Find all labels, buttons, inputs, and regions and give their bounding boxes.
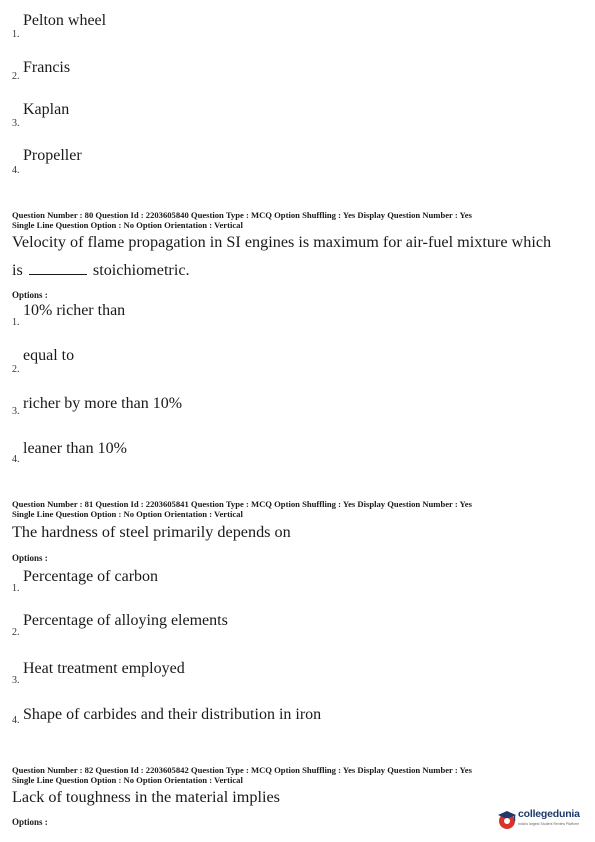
- option-text: Heat treatment employed: [23, 660, 185, 677]
- logo-tagline: India's largest Student Review Platform: [518, 822, 579, 826]
- option-text: 10% richer than: [23, 302, 126, 319]
- option-number: 2.: [12, 627, 20, 638]
- option-number: 1.: [12, 317, 20, 328]
- option-number: 1.: [12, 583, 20, 594]
- option-number: 3.: [12, 675, 20, 686]
- question-meta-line: Question Number : 81 Question Id : 2203605841 Question Type : MCQ Option Shuffling : Yes Display Question Number : Yes: [12, 499, 472, 509]
- logo-wordmark: collegedunia: [518, 808, 580, 820]
- option-text: Percentage of alloying elements: [23, 612, 228, 629]
- question-meta-line: Single Line Question Option : No Option Orientation : Vertical: [12, 774, 243, 785]
- question-meta: [12, 211, 572, 230]
- option-number: 2.: [12, 71, 20, 82]
- question-meta-line: Single Line Question Option : No Option Orientation : Vertical: [12, 219, 243, 230]
- option-number: 3.: [12, 118, 20, 129]
- options-label: Options :: [12, 553, 48, 563]
- option-text: equal to: [23, 347, 75, 364]
- question-text: Lack of toughness in the material implies: [12, 788, 280, 806]
- options-label: Options :: [12, 290, 48, 300]
- option-text: Kaplan: [23, 101, 70, 118]
- graduation-cap-icon: [497, 808, 517, 830]
- option-number: 1.: [12, 29, 20, 40]
- fill-blank: [29, 262, 87, 275]
- option-text: Percentage of carbon: [23, 568, 159, 585]
- question-text-fragment: stoichiometric.: [92, 261, 190, 279]
- option-number: 2.: [12, 364, 20, 375]
- option-text: richer by more than 10%: [23, 395, 183, 412]
- options-label: Options :: [12, 817, 48, 827]
- question-text: Velocity of flame propagation in SI engines is maximum for air-fuel mixture which: [12, 233, 552, 251]
- question-text-line2: [12, 261, 190, 280]
- option-text: leaner than 10%: [23, 440, 127, 457]
- question-text: The hardness of steel primarily depends on: [12, 523, 291, 541]
- option-text: Shape of carbides and their distribution in iron: [23, 706, 322, 723]
- option-text: Propeller: [23, 147, 82, 164]
- question-meta: [12, 766, 572, 785]
- question-meta-line: Single Line Question Option : No Option Orientation : Vertical: [12, 508, 243, 519]
- option-number: 4.: [12, 715, 20, 726]
- option-text: Francis: [23, 59, 71, 76]
- option-number: 3.: [12, 406, 20, 417]
- question-meta-line: Question Number : 82 Question Id : 2203605842 Question Type : MCQ Option Shuffling : Yes Display Question Number : Yes: [12, 765, 472, 775]
- collegedunia-logo: [497, 805, 589, 833]
- option-text: Pelton wheel: [23, 12, 107, 29]
- question-meta: [12, 500, 572, 519]
- option-number: 4.: [12, 454, 20, 465]
- question-meta-line: Question Number : 80 Question Id : 2203605840 Question Type : MCQ Option Shuffling : Yes Display Question Number : Yes: [12, 210, 472, 220]
- question-text-fragment: is: [12, 261, 23, 279]
- option-number: 4.: [12, 165, 20, 176]
